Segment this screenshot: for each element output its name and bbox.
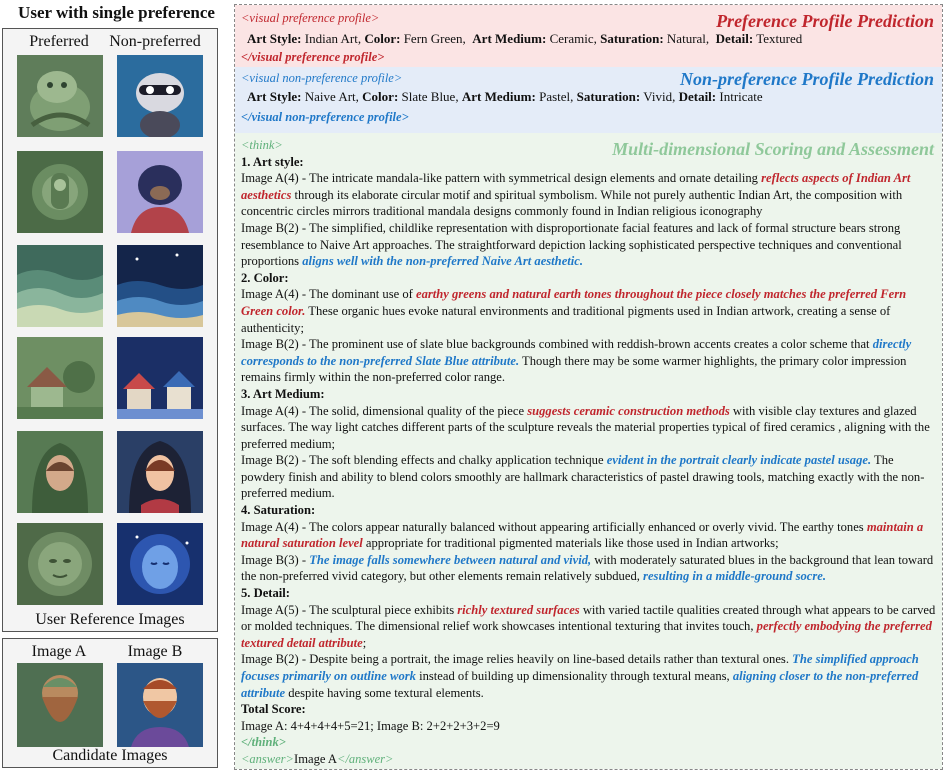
section-heading: 1. Art style: — [241, 154, 304, 169]
non-preference-profile-fields — [247, 89, 763, 105]
think-paragraph — [241, 336, 939, 386]
profile-field-key: Detail: — [715, 31, 754, 46]
body-text: Image B(2) - The simplified, childlike representation with disproportionate facial features and lack of formal structure bears strong resemblance to Naive Art approaches. The straightforward depiction lacking sophisticated perspective techniques and conventional proportions — [241, 220, 902, 269]
section-heading: 4. Saturation: — [241, 503, 316, 518]
body-text: with visible clay textures and glazed surfaces. The way light catches different parts of the sculpture reveals the material properties typical of fired ceramics , aligning with the preferred medium; — [241, 403, 930, 451]
answer-value: Image A — [294, 751, 338, 766]
preferred-column-header: Preferred — [29, 33, 89, 50]
non-preferred-image-night-village — [117, 337, 203, 419]
think-section-title: Multi-dimensional Scoring and Assessment — [612, 139, 934, 159]
body-text: Image B(2) - The soft blending effects and chalky application technique — [241, 453, 607, 468]
think-paragraph — [241, 220, 939, 270]
profile-field-key: Art Medium: — [461, 89, 536, 104]
non-preference-profile-section — [235, 67, 942, 133]
body-text: The powdery finish and ability to blend colors smoothly are hallmark characteristics of pastel drawing tools, matching exactly with the non-preferred medium. — [241, 453, 925, 501]
profile-field-value: Intricate — [716, 89, 763, 104]
non-preference-profile-title: Non-preference Profile Prediction — [680, 69, 934, 89]
preferred-highlight: suggests ceramic construction methods — [527, 403, 730, 418]
preferred-highlight: perfectly embodying the preferred textured detail attribute — [241, 619, 932, 650]
profile-field-value: Naive Art, — [301, 89, 363, 104]
profile-field-value: Fern Green, — [400, 31, 473, 46]
answer-close-tag: </answer> — [337, 751, 394, 766]
non-preference-close-tag: </visual non-preference profile> — [241, 110, 409, 124]
think-paragraph — [241, 502, 939, 519]
think-close-tag: </think> — [241, 735, 286, 750]
profile-field-key: Art Medium: — [472, 31, 547, 46]
profile-field-value: Natural, — [663, 31, 716, 46]
non-preferred-column-header: Non-preferred — [109, 33, 201, 50]
preferred-image-green-village — [17, 337, 103, 419]
profile-field-value: Pastel, — [535, 89, 577, 104]
think-paragraph — [241, 552, 939, 585]
non-preferred-image-blue-face — [117, 523, 203, 605]
body-text: Image B(3) - — [241, 552, 310, 567]
think-paragraph — [241, 154, 939, 171]
answer-open-tag: <answer> — [241, 751, 294, 766]
non-preferred-image-night-sea — [117, 245, 203, 327]
think-open-tag: <think> — [241, 138, 283, 152]
preferred-highlight: reflects aspects of Indian Art aesthetics — [241, 171, 911, 202]
profile-field-value: Slate Blue, — [398, 89, 462, 104]
think-paragraph — [241, 585, 939, 602]
think-paragraph — [241, 602, 939, 652]
think-body — [241, 137, 939, 768]
body-text: Image A(4) - The solid, dimensional quality of the piece — [241, 403, 528, 418]
think-paragraphs — [241, 154, 939, 735]
candidate-images-panel — [2, 638, 218, 768]
preferred-highlight: maintain a natural saturation level — [241, 519, 924, 551]
preference-profile-fields — [247, 31, 802, 47]
body-text: despite having some textural elements. — [285, 685, 484, 700]
body-text: Image B(2) - Despite being a portrait, the image relies heavily on line-based details rather than textural ones. — [241, 652, 793, 667]
think-paragraph — [241, 403, 939, 453]
non-preferred-highlight: The simplified approach focuses primarily on outline work — [241, 652, 919, 683]
candidate-image-b-bearded-portrait — [117, 663, 203, 747]
non-preferred-image-cartoon-raccoon — [117, 55, 203, 137]
non-preferred-highlight: The image falls somewhere between natural and vivid, — [309, 552, 592, 567]
figure-panel-title: User with single preference — [18, 3, 215, 22]
body-text: Image A: 4+4+4+4+5=21; Image B: 2+2+2+3+2=9 — [241, 718, 500, 733]
preferred-image-raccoon-sculpture — [17, 55, 103, 137]
profile-field-key: Detail: — [678, 89, 717, 104]
non-preferred-highlight: evident in the portrait clearly indicate pastel usage. — [606, 453, 872, 468]
profile-field-key: Saturation: — [576, 89, 641, 104]
think-paragraph — [241, 270, 939, 287]
section-heading: Total Score: — [241, 702, 306, 717]
candidate-images-caption: Candidate Images — [52, 747, 168, 764]
reference-images-caption: User Reference Images — [35, 611, 185, 628]
non-preferred-image-cartoon-woman — [117, 431, 203, 513]
candidate-image-a-bearded-sculpture — [17, 663, 103, 747]
body-text: Image B(2) - The prominent use of slate blue backgrounds combined with reddish-brown accents creates a color scheme that — [241, 337, 873, 352]
think-paragraph — [241, 701, 939, 718]
body-text: with moderately saturated blues in the background that lean toward the non-preferred vivid category, but other elements remain relatively subdued, — [241, 552, 934, 584]
preferred-image-green-sea — [17, 245, 103, 327]
profile-field-value: Textured — [753, 31, 803, 46]
preference-profile-section — [235, 5, 942, 67]
body-text: These organic hues evoke natural environments and traditional pigments used in Indian artwork, creating a sense of authenticity; — [241, 303, 891, 335]
profile-field-key: Art Style: — [247, 31, 302, 46]
body-text: Image A(4) - The intricate mandala-like pattern with symmetrical design elements and ornate detailing — [241, 171, 762, 186]
reasoning-panel — [234, 4, 943, 770]
preferred-highlight: richly textured surfaces — [457, 602, 580, 617]
non-preferred-image-cartoon-bear — [117, 151, 203, 233]
think-paragraph — [241, 718, 939, 735]
non-preferred-highlight: directly corresponds to the non-preferred Slate Blue attribute. — [241, 337, 912, 368]
think-paragraph — [241, 452, 939, 502]
body-text: instead of building up dimensionality through textural means, — [415, 669, 733, 683]
section-heading: 5. Detail: — [241, 586, 290, 601]
body-text: ; — [362, 635, 367, 650]
profile-field-value: Ceramic, — [546, 31, 601, 46]
non-preferred-highlight: aligning closer to the non-preferred attribute — [241, 669, 919, 700]
preference-profile-title: Preference Profile Prediction — [716, 11, 934, 31]
preferred-highlight: earthy greens and natural earth tones throughout the piece closely matches the preferred Fern Green color. — [241, 287, 907, 318]
profile-field-key: Art Style: — [247, 89, 302, 104]
preference-close-tag: </visual preference profile> — [241, 50, 385, 64]
body-text: Though there may be some warmer highlights, the primary color impression remains firmly within the non-preferred color range. — [241, 353, 907, 385]
body-text: appropriate for traditional pigmented materials like those used in Indian artworks; — [362, 536, 779, 551]
profile-field-key: Color: — [364, 31, 401, 46]
image-b-header: Image B — [127, 643, 183, 660]
profile-field-value: Vivid, — [640, 89, 679, 104]
answer-line — [241, 751, 939, 768]
think-paragraph — [241, 286, 939, 336]
think-paragraph — [241, 519, 939, 552]
non-preferred-highlight: resulting in a middle-ground socre. — [643, 569, 827, 584]
profile-field-key: Color: — [362, 89, 399, 104]
body-text: Image A(5) - The sculptural piece exhibits — [241, 602, 458, 617]
section-heading: 2. Color: — [241, 270, 289, 285]
reference-images-panel — [2, 28, 218, 632]
body-text: with varied tactile qualities created through what appears to be carved or molded techniques. The dimensional relief work showcases intentional texturing that invites touch, — [241, 602, 936, 634]
think-paragraph — [241, 170, 939, 220]
image-a-header: Image A — [31, 643, 87, 660]
think-section — [235, 133, 942, 769]
preference-open-tag: <visual preference profile> — [241, 11, 380, 25]
non-preferred-highlight: aligns well with the non-preferred Naive Art aesthetic. — [302, 254, 584, 269]
think-paragraph — [241, 651, 939, 701]
body-text: through its elaborate circular motif and spiritual symbolism. While not purely authentic Indian Art, the composition with concentric circles mirrors traditional mandala designs commonly found in Indian religious iconography — [241, 187, 903, 219]
section-heading: 3. Art Medium: — [241, 386, 325, 401]
preferred-image-carved-wall — [17, 151, 103, 233]
preferred-image-hooded-woman — [17, 431, 103, 513]
profile-field-value: Indian Art, — [301, 31, 365, 46]
body-text: Image A(4) - The dominant use of — [241, 287, 416, 302]
think-paragraph — [241, 386, 939, 403]
body-text: Image A(4) - The colors appear naturally balanced without appearing artificially enhanced or overly vivid. The earthy tones — [241, 519, 867, 534]
profile-field-key: Saturation: — [600, 31, 664, 46]
preferred-image-relief-face — [17, 523, 103, 605]
non-preference-open-tag: <visual non-preference profile> — [241, 71, 403, 85]
